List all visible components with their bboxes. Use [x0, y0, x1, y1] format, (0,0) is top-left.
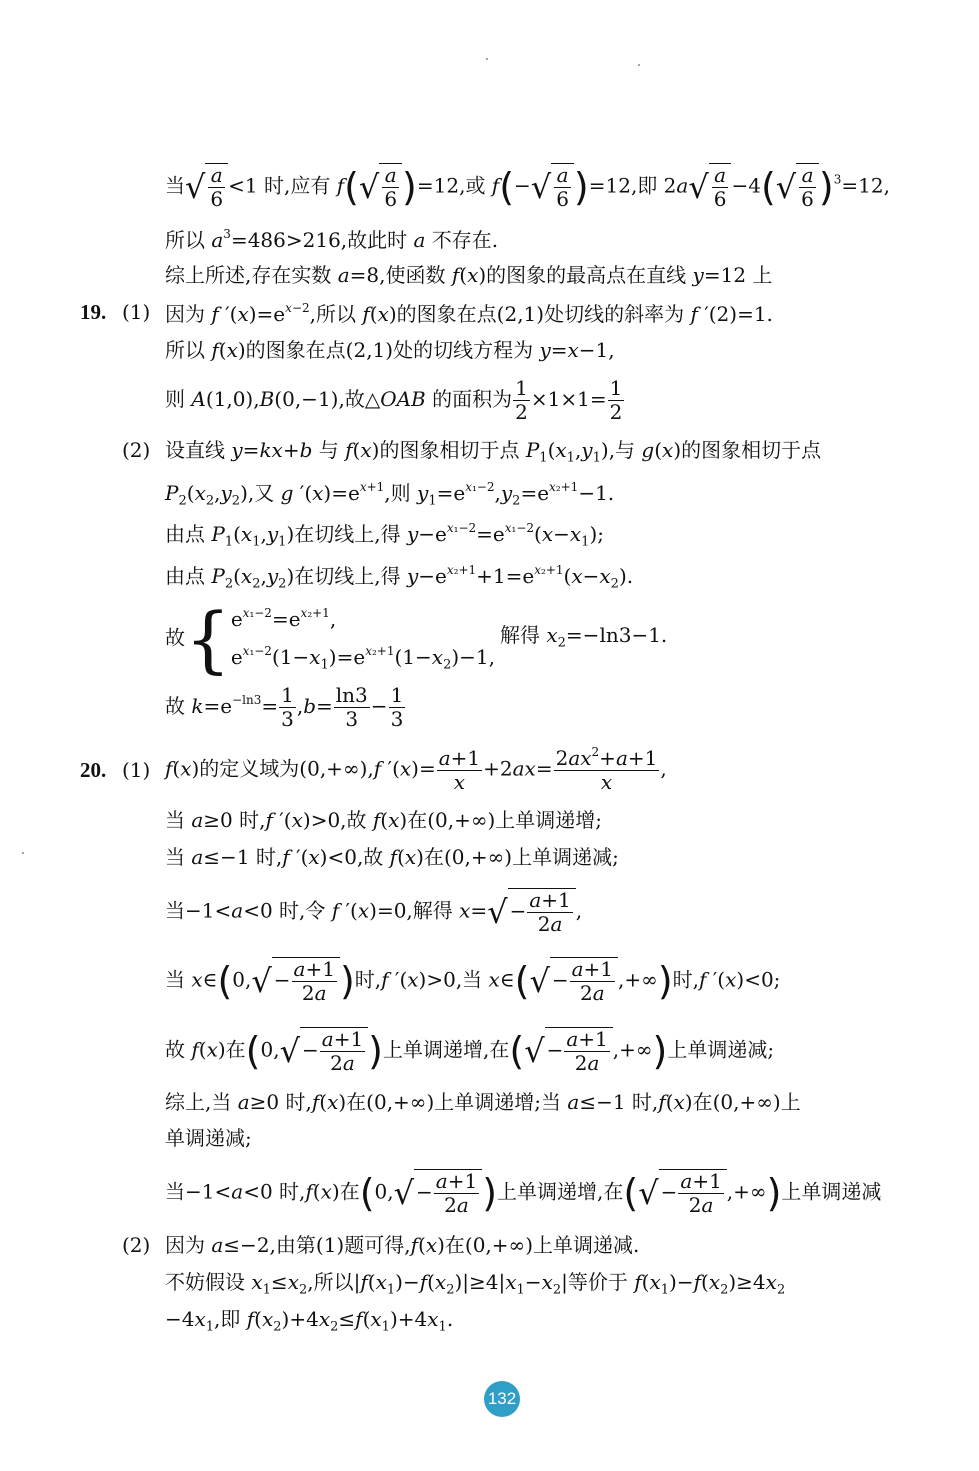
- text-line: $P_2(x_2,y_2)$,又 g $'(x)=e^{x+1}$,则 $y_1=e^{x_1-2},y_2=e^{x_2+1}-1$.: [165, 480, 615, 509]
- text-line: f(x)的定义域为(0,+∞),f ′(x)= $\frac{a+1}{x}$ +2ax= $\frac{2ax^2+a+1}{x}$ ,: [165, 745, 667, 794]
- page-number-badge: 132: [484, 1381, 520, 1417]
- text-line: 当−1<a<0 时,令 f ′(x)=0,解得 x=√ − $\frac{a+1}{2a}$ ,: [165, 888, 583, 936]
- text-line: 当 x∈(0,√ − $\frac{a+1}{2a}$ )时,f ′(x)>0,当 x∈(√ − $\frac{a+1}{2a}$ ,+∞)时,f ′(x)<0;: [165, 957, 781, 1005]
- text-line: 所以 f(x)的图象在点(2,1)处的切线方程为 y=x−1,: [165, 338, 615, 362]
- text-line: 设直线 y=kx+b 与 f(x)的图象相切于点 $P_1(x_1,y_1)$,与 g(x)的图象相切于点: [165, 438, 822, 466]
- text-line: 则 A(1,0),B(0,−1),故△OAB 的面积为 $\frac{1}{2}$ ×1×1= $\frac{1}{2}$: [165, 376, 623, 424]
- text-line: 因为 a≤−2,由第(1)题可得,f(x)在(0,+∞)上单调递减.: [165, 1233, 640, 1257]
- text-line: 由点 $P_2(x_2,y_2)$在切线上,得 $y-e^{x_2+1}+1=e^{x_2+1}(x-x_2)$.: [165, 563, 634, 592]
- part-label: (2): [122, 438, 151, 462]
- text-line: 当 a≤−1 时,f ′(x)<0,故 f(x)在(0,+∞)上单调递减;: [165, 845, 619, 869]
- text-line: 综上,当 a≥0 时,f(x)在(0,+∞)上单调递增;当 a≤−1 时,f(x)在(0,+∞)上: [165, 1090, 801, 1114]
- text-line: 当−1<a<0 时,f(x)在(0,√ − $\frac{a+1}{2a}$ )上单调递增,在(√ − $\frac{a+1}{2a}$ ,+∞)上单调递减: [165, 1169, 882, 1217]
- text-line: 故 f(x)在(0,√ − $\frac{a+1}{2a}$ )上单调递增,在(√ − $\frac{a+1}{2a}$ ,+∞)上单调递减;: [165, 1027, 775, 1075]
- text-line: 故{$e^{x_1-2}=e^{x_2+1}$, $e^{x_1-2}(1-x_1)=e^{x_2+1}(1-x_2)-1$,: [165, 597, 495, 682]
- text-line: 综上所述,存在实数 a=8,使函数 f(x)的图象的最高点在直线 y=12 上: [165, 263, 773, 287]
- text-line: 故 $k=e^{-ln3}=$ $\frac{1}{3}$ ,b= $\frac{\ln 3}{3}$ − $\frac{1}{3}$: [165, 683, 404, 731]
- text-line: 所以 $a^3=486>216$,故此时 a 不存在.: [165, 227, 499, 252]
- part-label: (2): [122, 1233, 151, 1257]
- text-line: 因为 f $'(x)=e^{x-2}$,所以 f(x)的图象在点(2,1)处切线的斜率为 f ′(2)=1.: [165, 301, 773, 326]
- problem-number: 20.: [80, 758, 107, 782]
- text-line: 由点 $P_1(x_1,y_1)$在切线上,得 $y-e^{x_1-2}=e^{x_1-2}(x-x_1)$;: [165, 521, 604, 550]
- text-line: 当 a≥0 时,f ′(x)>0,故 f(x)在(0,+∞)上单调递增;: [165, 808, 603, 832]
- problem-number: 19.: [80, 300, 107, 324]
- text-line: 不妨假设 $x_1\le x_2$,所以$|f(x_1)-f(x_2)|\ge 4|x_1-x_2|$等价于 $f(x_1)-f(x_2)\ge 4x_2$: [165, 1270, 786, 1298]
- text-line: 解得 $x_2=-\ln 3-1$.: [500, 623, 668, 651]
- text-line: 当√ $\frac{a}{6}$ <1 时,应有 f(√ $\frac{a}{6}$ )=12,或 f(−√ $\frac{a}{6}$ )=12,即 2a√ $\frac{a}{6}$ −4(√ $\frac{a}{6}$ )$^3$=12,: [165, 163, 890, 211]
- part-label: (1): [122, 300, 151, 324]
- part-label: (1): [122, 758, 151, 782]
- text-line: $-4x_1$,即 $f(x_2)+4x_2\le f(x_1)+4x_1$.: [165, 1307, 454, 1335]
- text-line: 单调递减;: [165, 1126, 252, 1150]
